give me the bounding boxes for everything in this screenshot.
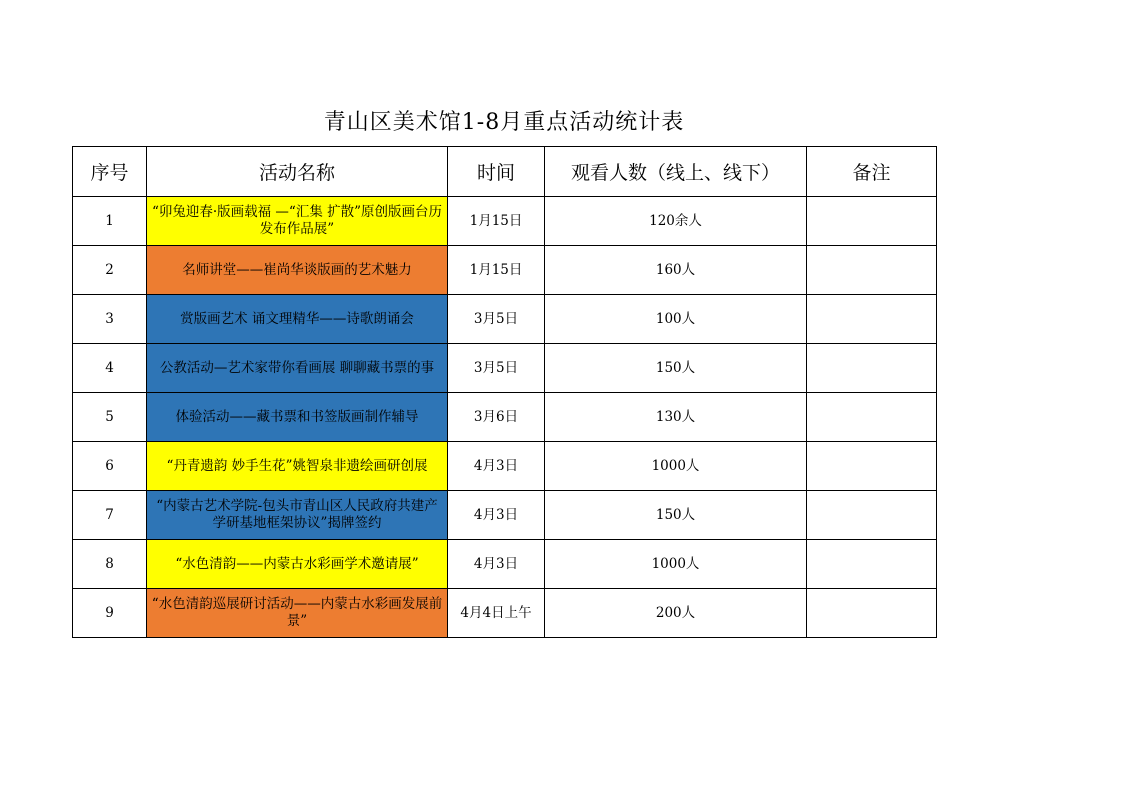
cell-activity-name: “卯兔迎春·版画载福 —“汇集 扩散”原创版画台历发布作品展” (147, 197, 448, 246)
cell-seq: 8 (73, 540, 147, 589)
cell-activity-name: 体验活动——藏书票和书签版画制作辅导 (147, 393, 448, 442)
cell-activity-name: 赏版画艺术 诵文理精华——诗歌朗诵会 (147, 295, 448, 344)
cell-time: 4月3日 (448, 540, 545, 589)
header-note: 备注 (807, 147, 937, 197)
cell-count: 160人 (545, 246, 807, 295)
cell-count: 1000人 (545, 442, 807, 491)
cell-seq: 6 (73, 442, 147, 491)
table-row (73, 393, 937, 442)
cell-activity-name: 名师讲堂——崔尚华谈版画的艺术魅力 (147, 246, 448, 295)
cell-count: 150人 (545, 491, 807, 540)
header-name: 活动名称 (147, 147, 448, 197)
table-row (73, 540, 937, 589)
cell-seq: 9 (73, 589, 147, 638)
cell-note (807, 491, 937, 540)
cell-count: 130人 (545, 393, 807, 442)
cell-note (807, 393, 937, 442)
cell-note (807, 344, 937, 393)
cell-time: 4月4日上午 (448, 589, 545, 638)
table-row (73, 491, 937, 540)
cell-time: 4月3日 (448, 442, 545, 491)
header-count: 观看人数（线上、线下） (545, 147, 807, 197)
cell-note (807, 246, 937, 295)
cell-seq: 4 (73, 344, 147, 393)
cell-time: 3月5日 (448, 344, 545, 393)
cell-note (807, 540, 937, 589)
table-row (73, 344, 937, 393)
cell-note (807, 442, 937, 491)
cell-time: 1月15日 (448, 197, 545, 246)
cell-time: 1月15日 (448, 246, 545, 295)
table-row (73, 589, 937, 638)
page-title: 青山区美术馆1-8月重点活动统计表 (323, 110, 685, 135)
header-time: 时间 (448, 147, 545, 197)
table-row (73, 442, 937, 491)
table-row (73, 246, 937, 295)
cell-note (807, 589, 937, 638)
cell-count: 200人 (545, 589, 807, 638)
table-row (73, 295, 937, 344)
cell-seq: 2 (73, 246, 147, 295)
cell-note (807, 295, 937, 344)
cell-activity-name: “水色清韵——内蒙古水彩画学术邀请展” (147, 540, 448, 589)
cell-seq: 1 (73, 197, 147, 246)
cell-time: 4月3日 (448, 491, 545, 540)
cell-count: 150人 (545, 344, 807, 393)
cell-note (807, 197, 937, 246)
cell-time: 3月6日 (448, 393, 545, 442)
cell-activity-name: “内蒙古艺术学院-包头市青山区人民政府共建产学研基地框架协议”揭牌签约 (147, 491, 448, 540)
cell-activity-name: “丹青遗韵 妙手生花”姚智泉非遗绘画研创展 (147, 442, 448, 491)
table-header-row (73, 147, 937, 197)
table-row (73, 197, 937, 246)
cell-seq: 7 (73, 491, 147, 540)
cell-seq: 5 (73, 393, 147, 442)
header-seq: 序号 (73, 147, 147, 197)
cell-time: 3月5日 (448, 295, 545, 344)
cell-count: 120余人 (545, 197, 807, 246)
cell-activity-name: “水色清韵巡展研讨活动——内蒙古水彩画发展前景” (147, 589, 448, 638)
activity-table (72, 146, 937, 638)
cell-activity-name: 公教活动—艺术家带你看画展 聊聊藏书票的事 (147, 344, 448, 393)
cell-seq: 3 (73, 295, 147, 344)
cell-count: 1000人 (545, 540, 807, 589)
cell-count: 100人 (545, 295, 807, 344)
